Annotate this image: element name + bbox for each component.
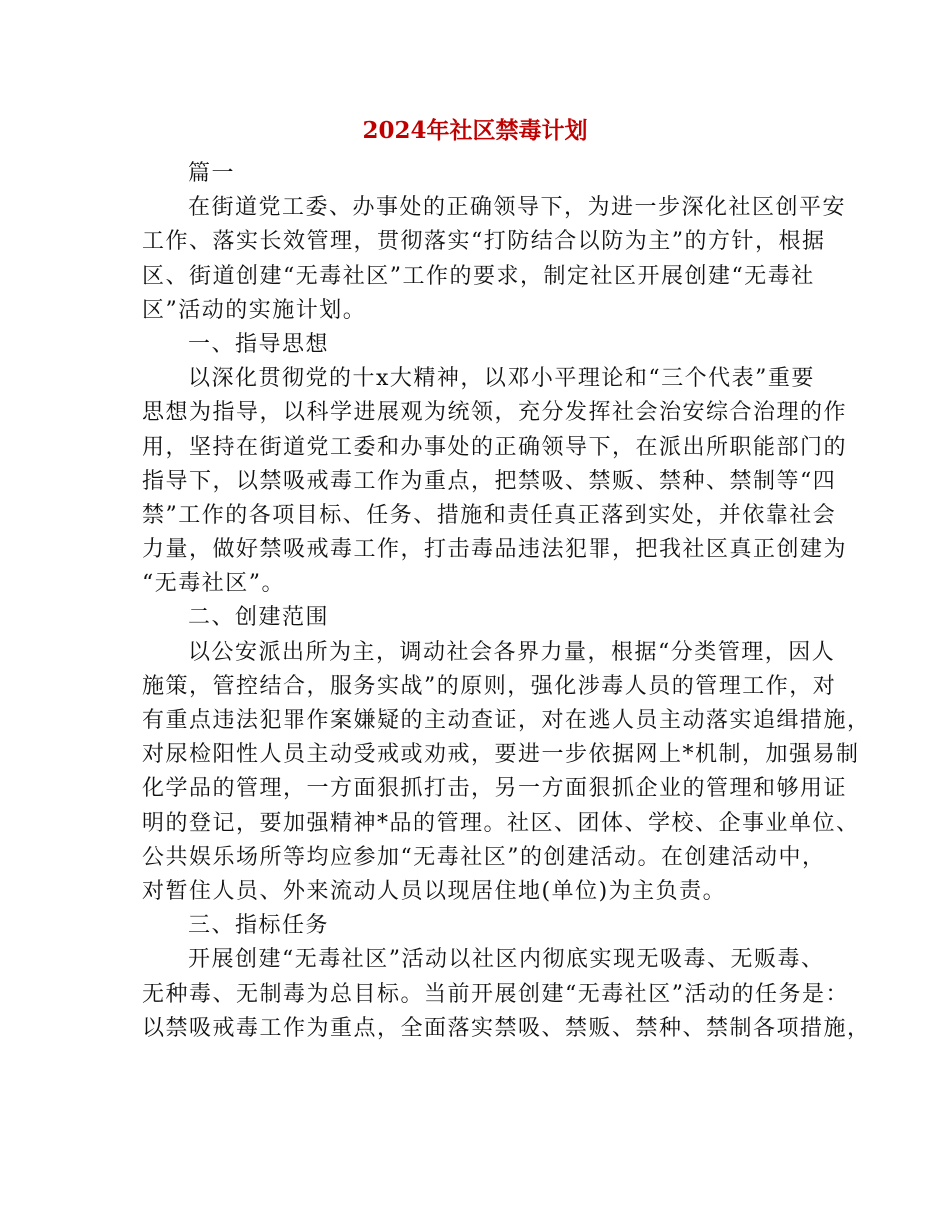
text-line: “无毒社区”。 <box>142 571 285 597</box>
text-line: 思想为指导，以科学进展观为统领，充分发挥社会治安综合治理的作 <box>142 400 848 426</box>
document-title: 2024年社区禁毒计划 <box>362 117 588 144</box>
text-line: 禁”工作的各项目标、任务、措施和责任真正落到实处，并依靠社会 <box>142 502 837 528</box>
text-line: 三、指标任务 <box>188 913 330 939</box>
text-line: 对尿检阳性人员主动受戒或劝戒，要进一步依据网上*机制，加强易制 <box>142 742 860 768</box>
text-line: 以深化贯彻党的十x大精神，以邓小平理论和“三个代表”重要 <box>188 366 815 392</box>
text-line: 一、指导思想 <box>188 331 330 357</box>
text-line: 以禁吸戒毒工作为重点，全面落实禁吸、禁贩、禁种、禁制各项措施， <box>142 1015 871 1041</box>
text-line: 明的登记，要加强精神*品的管理。社区、团体、学校、企事业单位、 <box>142 810 860 836</box>
document-body <box>142 157 871 1046</box>
text-line: 公共娱乐场所等均应参加“无毒社区”的创建活动。在创建活动中， <box>142 844 826 870</box>
text-line: 施策，管控结合，服务实战”的原则，强化涉毒人员的管理工作，对 <box>142 673 837 699</box>
text-line: 二、创建范围 <box>188 605 330 631</box>
text-line: 工作、落实长效管理，贯彻落实“打防结合以防为主”的方针，根据 <box>142 229 826 255</box>
text-line: 以公安派出所为主，调动社会各界力量，根据“分类管理，因人 <box>188 639 836 665</box>
text-line: 力量，做好禁吸戒毒工作，打击毒品违法犯罪，把我社区真正创建为 <box>142 537 848 563</box>
text-line: 区”活动的实施计划。 <box>142 297 367 323</box>
text-line: 指导下，以禁吸戒毒工作为重点，把禁吸、禁贩、禁种、禁制等“四 <box>142 468 837 494</box>
text-line: 篇一 <box>188 161 236 186</box>
text-line: 开展创建“无毒社区”活动以社区内彻底实现无吸毒、无贩毒、 <box>188 947 825 973</box>
text-line: 用，坚持在街道党工委和办事处的正确领导下，在派出所职能部门的 <box>142 434 848 460</box>
text-line: 区、街道创建“无毒社区”工作的要求，制定社区开展创建“无毒社 <box>142 263 815 289</box>
text-line: 无种毒、无制毒为总目标。当前开展创建“无毒社区”活动的任务是： <box>142 981 849 1007</box>
text-line: 在街道党工委、办事处的正确领导下，为进一步深化社区创平安 <box>188 195 847 221</box>
text-line: 对暂住人员、外来流动人员以现居住地(单位)为主负责。 <box>142 878 727 904</box>
text-line: 有重点违法犯罪作案嫌疑的主动查证，对在逃人员主动落实追缉措施， <box>142 708 871 733</box>
text-line: 化学品的管理，一方面狠抓打击，另一方面狠抓企业的管理和够用证 <box>142 776 848 802</box>
